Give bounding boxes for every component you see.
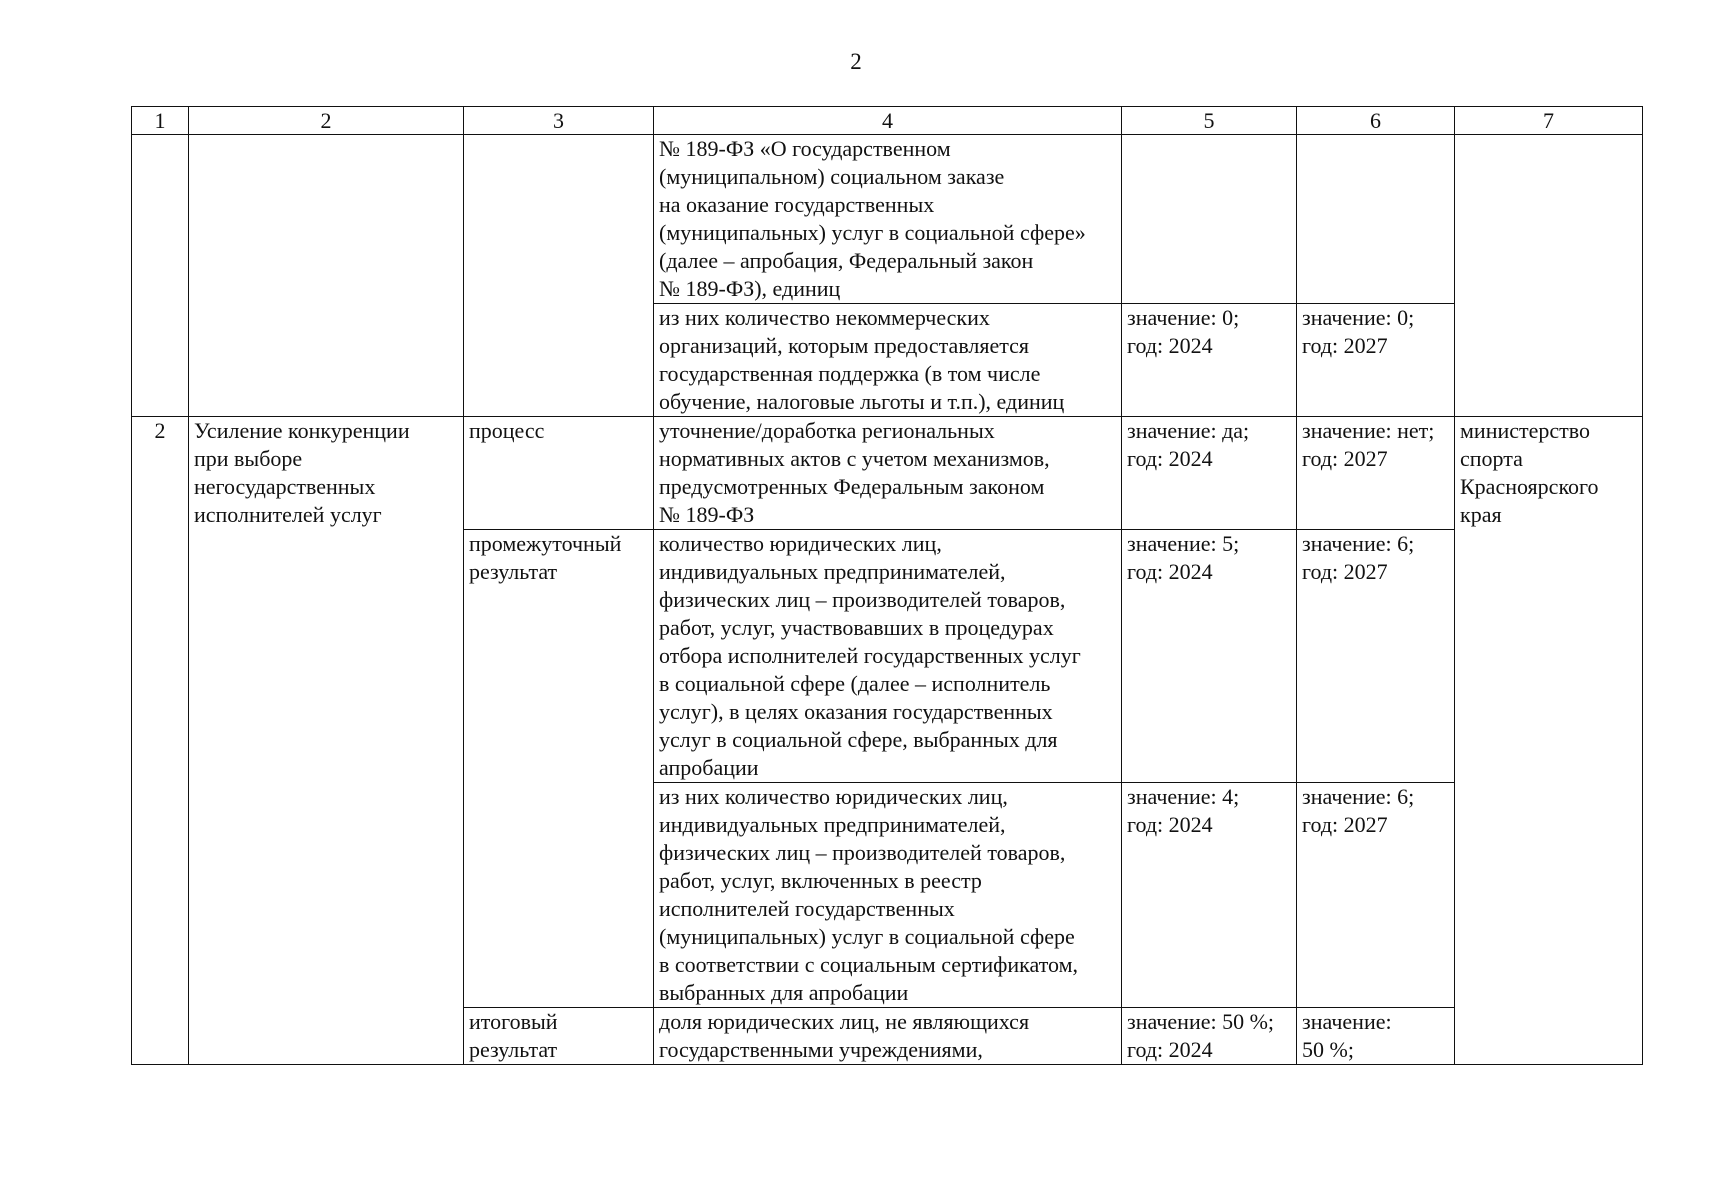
indicator-line: в социальной сфере (далее – исполнитель — [659, 671, 1051, 696]
measure-name-cell — [189, 417, 464, 1065]
indicator-line: из них количество юридических лиц, — [659, 784, 1008, 809]
target-value-cell — [1297, 530, 1455, 783]
target-value-line: значение: 0; — [1302, 305, 1415, 330]
base-value-cell — [1122, 304, 1297, 417]
indicator-line: нормативных актов с учетом механизмов, — [659, 446, 1050, 471]
indicator-line: № 189-ФЗ «О государственном — [659, 136, 951, 161]
indicator-line: (далее – апробация, Федеральный закон — [659, 248, 1034, 273]
indicator-line: из них количество некоммерческих — [659, 305, 990, 330]
column-header: 6 — [1297, 107, 1455, 135]
indicator-cell — [654, 530, 1122, 783]
indicator-line: на оказание государственных — [659, 192, 935, 217]
page-number: 2 — [850, 49, 862, 74]
target-value-line: значение: 6; — [1302, 531, 1415, 556]
indicator-line: исполнителей государственных — [659, 896, 955, 921]
indicator-line: государственная поддержка (в том числе — [659, 361, 1041, 386]
column-header: 4 — [654, 107, 1122, 135]
table-row — [132, 417, 1643, 530]
indicator-line: организаций, которым предоставляется — [659, 333, 1030, 358]
indicator-line: работ, услуг, участвовавших в процедурах — [659, 615, 1054, 640]
result-type-cell — [464, 417, 654, 530]
indicator-line: № 189-ФЗ — [659, 502, 755, 527]
base-year-line: год: 2024 — [1127, 812, 1213, 837]
indicator-line: уточнение/доработка региональных — [659, 418, 995, 443]
indicator-line: работ, услуг, включенных в реестр — [659, 868, 982, 893]
responsible-line: Красноярского — [1460, 474, 1599, 499]
base-value-line: значение: 0; — [1127, 305, 1240, 330]
indicator-line: количество юридических лиц, — [659, 531, 942, 556]
base-value-cell — [1122, 135, 1297, 304]
target-value-line: значение: — [1302, 1009, 1392, 1034]
base-value-cell — [1122, 417, 1297, 530]
measure-name-line: исполнителей услуг — [194, 502, 382, 527]
indicator-line: обучение, налоговые льготы и т.п.), единиц — [659, 389, 1065, 414]
target-value-cell — [1297, 1008, 1455, 1065]
measures-table — [131, 106, 1643, 1065]
target-value-line: значение: 6; — [1302, 784, 1415, 809]
responsible-line: министерство — [1460, 418, 1591, 443]
indicator-line: физических лиц – производителей товаров, — [659, 840, 1066, 865]
result-type-line: результат — [469, 1037, 558, 1062]
responsible-cell — [1455, 135, 1643, 417]
column-header: 3 — [464, 107, 654, 135]
result-type-line: итоговый — [469, 1009, 558, 1034]
table-header-row — [132, 107, 1643, 135]
target-year-line: год: 2027 — [1302, 333, 1388, 358]
responsible-line: спорта — [1460, 446, 1523, 471]
base-value-cell — [1122, 530, 1297, 783]
indicator-line: государственными учреждениями, — [659, 1037, 983, 1062]
target-value-cell — [1297, 304, 1455, 417]
indicator-cell — [654, 135, 1122, 304]
base-year-line: год: 2024 — [1127, 1037, 1213, 1062]
base-value-cell — [1122, 783, 1297, 1008]
indicator-line: услуг), в целях оказания государственных — [659, 699, 1053, 724]
base-year-line: год: 2024 — [1127, 333, 1213, 358]
row-number-cell — [132, 135, 189, 417]
base-value-line: значение: 5; — [1127, 531, 1240, 556]
base-year-line: год: 2024 — [1127, 559, 1213, 584]
indicator-line: в соответствии с социальным сертификатом, — [659, 952, 1079, 977]
column-header: 1 — [132, 107, 189, 135]
indicator-cell — [654, 1008, 1122, 1065]
result-type-cell — [464, 135, 654, 417]
row-number: 2 — [154, 418, 166, 443]
target-value-cell — [1297, 417, 1455, 530]
target-value-line: 50 %; — [1302, 1037, 1354, 1062]
indicator-line: индивидуальных предпринимателей, — [659, 812, 1006, 837]
column-header: 5 — [1122, 107, 1297, 135]
indicator-line: апробации — [659, 755, 759, 780]
target-value-cell — [1297, 135, 1455, 304]
indicator-cell — [654, 417, 1122, 530]
measure-name-line: Усиление конкуренции — [194, 418, 410, 443]
indicator-line: № 189-ФЗ), единиц — [659, 276, 841, 301]
target-year-line: год: 2027 — [1302, 559, 1388, 584]
indicator-line: (муниципальном) социальном заказе — [659, 164, 1005, 189]
result-type-line: промежуточный — [469, 531, 622, 556]
base-year-line: год: 2024 — [1127, 446, 1213, 471]
indicator-line: (муниципальных) услуг в социальной сфере — [659, 924, 1075, 949]
result-type-cell — [464, 530, 654, 1008]
result-type-line: результат — [469, 559, 558, 584]
column-header: 2 — [189, 107, 464, 135]
measure-name-cell — [189, 135, 464, 417]
indicator-line: индивидуальных предпринимателей, — [659, 559, 1006, 584]
indicator-cell — [654, 783, 1122, 1008]
result-type-cell — [464, 1008, 654, 1065]
indicator-line: предусмотренных Федеральным законом — [659, 474, 1045, 499]
base-value-line: значение: да; — [1127, 418, 1250, 443]
indicator-line: доля юридических лиц, не являющихся — [659, 1009, 1030, 1034]
indicator-line: физических лиц – производителей товаров, — [659, 587, 1066, 612]
base-value-line: значение: 50 %; — [1127, 1009, 1275, 1034]
base-value-cell — [1122, 1008, 1297, 1065]
indicator-line: (муниципальных) услуг в социальной сфере» — [659, 220, 1086, 245]
column-header: 7 — [1455, 107, 1643, 135]
indicator-cell — [654, 304, 1122, 417]
measure-name-line: при выборе — [194, 446, 303, 471]
target-value-line: значение: нет; — [1302, 418, 1435, 443]
indicator-line: выбранных для апробации — [659, 980, 909, 1005]
result-type-line: процесс — [469, 418, 545, 443]
responsible-line: края — [1460, 502, 1502, 527]
table-row — [132, 135, 1643, 304]
responsible-cell — [1455, 417, 1643, 1065]
measure-name-line: негосударственных — [194, 474, 376, 499]
target-year-line: год: 2027 — [1302, 812, 1388, 837]
indicator-line: услуг в социальной сфере, выбранных для — [659, 727, 1058, 752]
target-value-cell — [1297, 783, 1455, 1008]
target-year-line: год: 2027 — [1302, 446, 1388, 471]
base-value-line: значение: 4; — [1127, 784, 1240, 809]
row-number-cell — [132, 417, 189, 1065]
indicator-line: отбора исполнителей государственных услуг — [659, 643, 1081, 668]
